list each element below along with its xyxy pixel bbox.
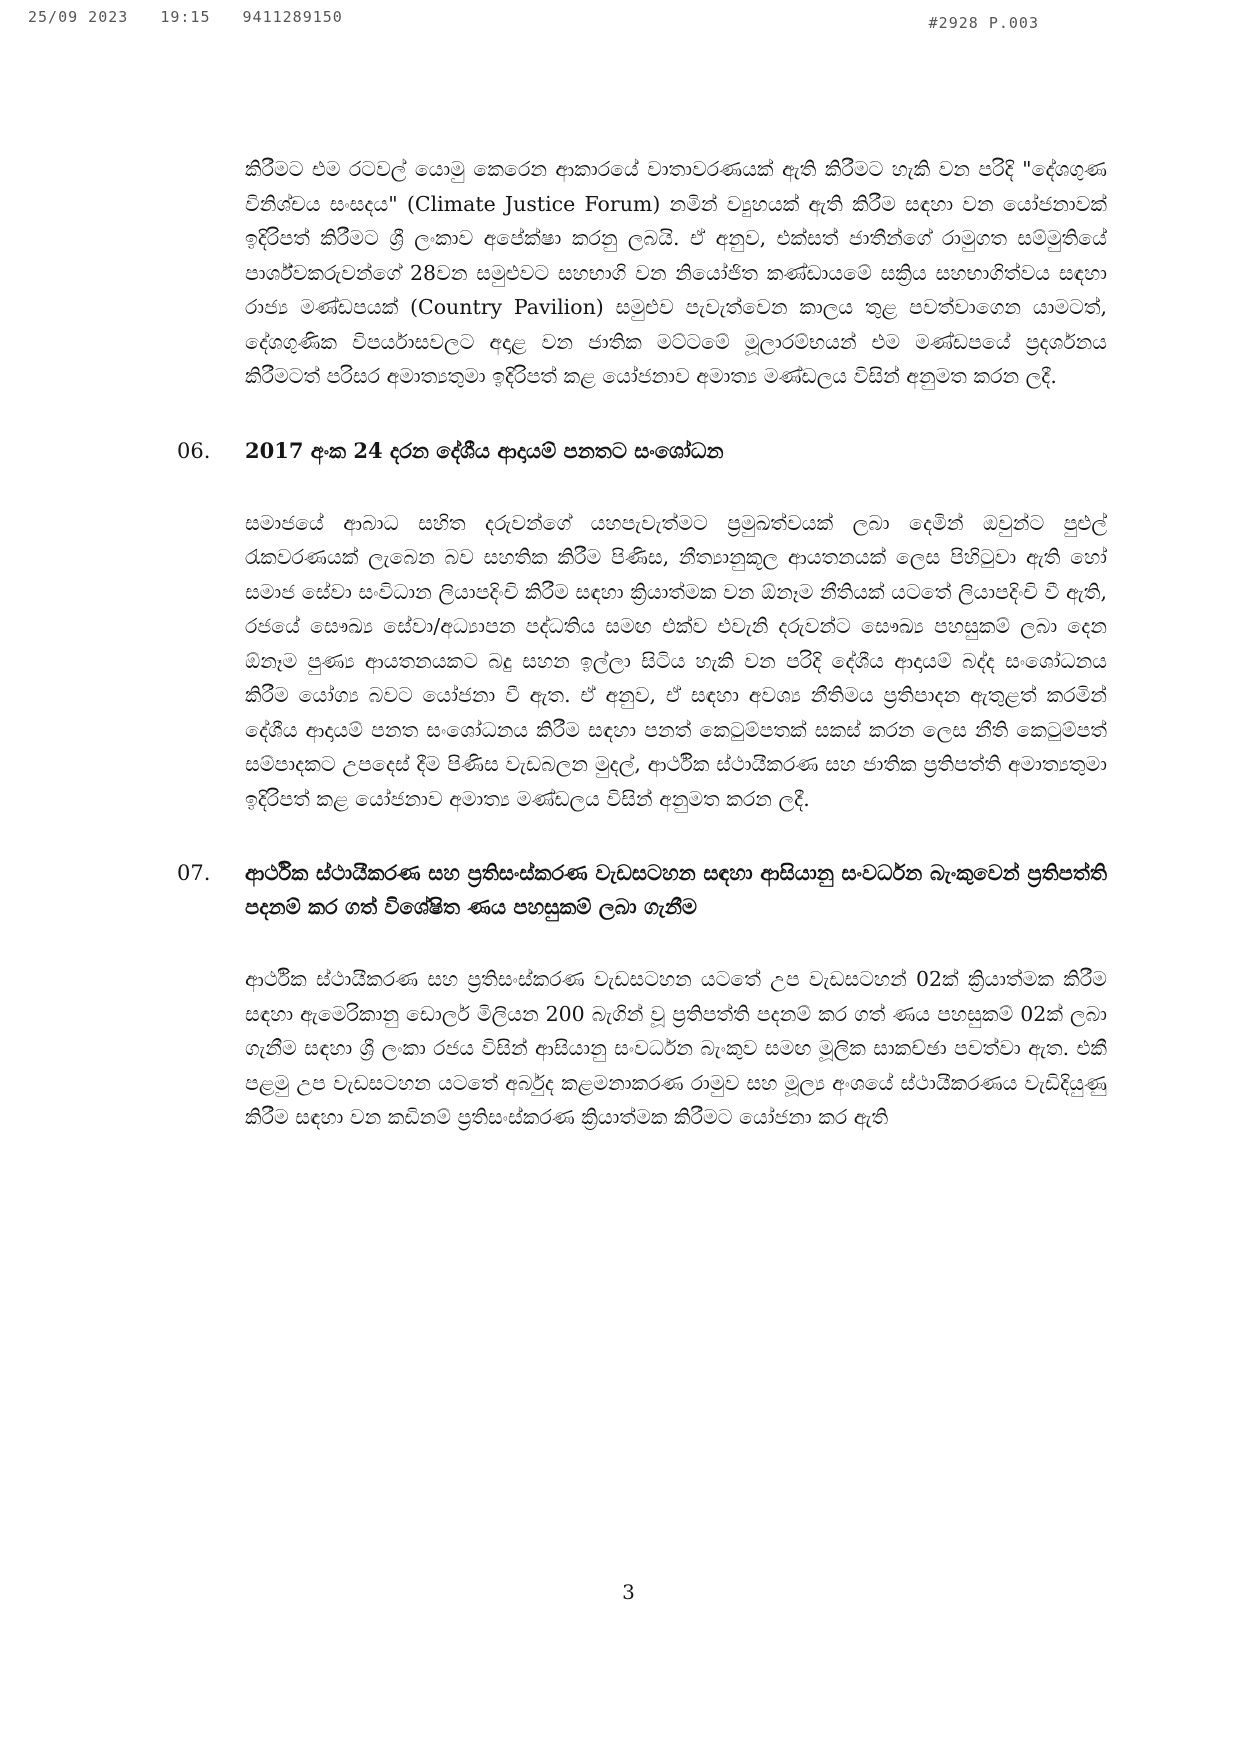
- fax-page-ref: #2928 P.003: [928, 14, 1039, 32]
- fax-number: 9411289150: [242, 8, 343, 26]
- document-body: [177, 152, 1107, 1135]
- section-body: සමාජයේ ආබාධ සහිත දරුවන්ගේ යහපැවැත්මට ප්‍රමුඛත්වයක් ලබා දෙමින් ඔවුන්ට පුළුල් රැකවරණයක් ලැබෙන බව සහතික කිරීම පිණිස, නීත්‍යානුකූල ආයතනයක් ලෙස පිහිටුවා ඇති හෝ සමාජ සේවා සංවිධාන ලියාපදිංචි කිරීම සඳහා ක්‍රියාත්මක වන ඕනෑම නීතියක් යටතේ ලියාපදිංචි වී ඇති, රජයේ සෞඛ්‍ය සේවා/අධ්‍යාපන පද්ධතිය සමඟ එක්ව එවැනි දරුවන්ට සෞඛ්‍ය පහසුකම් ලබා දෙන ඕනෑම පුණ්‍ය ආයතනයකට බදු සහන ඉල්ලා සිටිය හැකි වන පරිදි දේශීය ආදායම් බද්ද සංශෝධනය කිරීම යෝග්‍ය බවට යෝජනා වී ඇත. ඒ අනුව, ඒ සඳහා අවශ්‍ය නීතිමය ප්‍රතිපාදන ඇතුළත් කරමින් දේශීය ආදායම් පනත සංශෝධනය කිරීම සඳහා පනත් කෙටුම්පතක් සකස් කරන ලෙස නීති කෙටුම්පත් සම්පාදකට උපදෙස් දීම පිණිස වැඩබලන මුදල්, ආර්ථික ස්ථායීකරණ සහ ජාතික ප්‍රතිපත්ති අමාත්‍යතුමා ඉදිරිපත් කළ යෝජනාව අමාත්‍ය මණ්ඩලය විසින් අනුමත කරන ලදී.: [245, 510, 1107, 811]
- fax-time: 19:15: [160, 8, 211, 26]
- page-number: 3: [622, 1580, 635, 1604]
- fax-date: 25/09 2023: [28, 8, 129, 26]
- section-06: [177, 434, 1107, 817]
- section-number: 07.: [177, 861, 211, 885]
- intro-paragraph: කිරීමට එම රටවල් යොමු කෙරෙන ආකාරයේ වාතාවරණයක් ඇති කිරීමට හැකි වන පරිදි "දේශගුණ විනිශ්චය සංසදය" (Climate Justice Forum) නමින් ව්‍යුහයක් ඇති කිරීම සඳහා වන යෝජනාවක් ඉදිරිපත් කිරීමට ශ්‍රී ලංකාව අපේක්ෂා කරනු ලබයි. ඒ අනුව, එක්සත් ජාතීන්ගේ රාමුගත සම්මුතියේ පාර්ශ්වකරුවන්ගේ 28වන සමුළුවට සහභාගි වන නියෝජිත කණ්ඩායමේ සක්‍රිය සහභාගිත්වය සඳහා රාජ්‍ය මණ්ඩපයක් (Country Pavilion) සමුළුව පැවැත්වෙන කාලය තුළ පවත්වාගෙන යාමටත්, දේශගුණික විපර්යාසවලට අදාළ වන ජාතික මට්ටමේ මූලාරම්භයන් එම මණ්ඩපයේ ප්‍රදර්ශනය කිරීමටත් පරිසර අමාත්‍යතුමා ඉදිරිපත් කළ යෝජනාව අමාත්‍ය මණ්ඩලය විසින් අනුමත කරන ලදී.: [245, 157, 1107, 388]
- fax-header: [28, 8, 1037, 26]
- section-body: ආර්ථික ස්ථායීකරණ සහ ප්‍රතිසංස්කරණ වැඩසටහන යටතේ උප වැඩසටහන් 02ක් ක්‍රියාත්මක කිරීම සඳහා ඇමෙරිකානු ඩොලර් මිලියන 200 බැගින් වූ ප්‍රතිපත්ති පදනම් කර ගත් ණය පහසුකම් 02ක් ලබා ගැනීම සඳහා ශ්‍රී ලංකා රජය විසින් ආසියානු සංවර්ධන බැංකුව සමඟ මූලික සාකච්ඡා පවත්වා ඇත. එකී පළමු උප වැඩසටහන යටතේ අර්බුද කළමනාකරණ රාමුව සහ මූල්‍ය අංශයේ ස්ථායීකරණය වැඩිදියුණු කිරීම සඳහා වන කඩිනම් ප්‍රතිසංස්කරණ ක්‍රියාත්මක කිරීමට යෝජනා කර ඇති: [245, 967, 1107, 1129]
- section-number: 06.: [177, 438, 211, 463]
- section-title: 2017 අංක 24 දරන දේශීය ආදායම් පනතට සංශෝධන: [245, 437, 724, 463]
- section-title: ආර්ථික ස්ථායීකරණ සහ ප්‍රතිසංස්කරණ වැඩසටහන සඳහා ආසියානු සංවර්ධන බැංකුවෙන් ප්‍රතිපත්ති පදනම් කර ගත් විශේෂිත ණය පහසුකම් ලබා ගැනීම: [245, 860, 1107, 919]
- section-07: [177, 856, 1107, 1135]
